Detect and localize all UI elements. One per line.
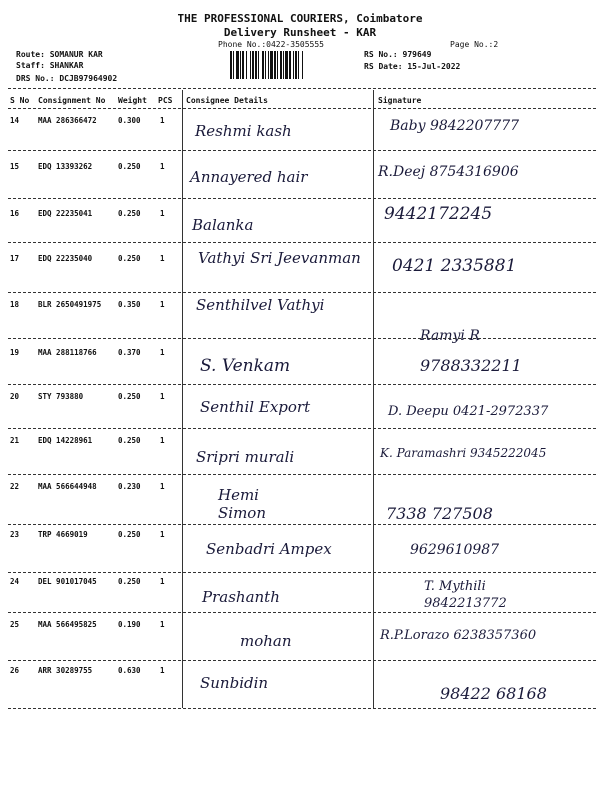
drs-number: DRS No.: DCJB97964902	[16, 74, 118, 83]
consignee-handwriting: Senbadri Ampex	[206, 540, 332, 558]
col-signature: Signature	[378, 96, 422, 105]
signature-handwriting: K. Paramashri 9345222045	[380, 446, 547, 460]
row-sno: 21	[10, 436, 20, 445]
consignee-handwriting: Hemi Simon	[218, 486, 266, 522]
row-pcs: 1	[160, 162, 165, 171]
row-sno: 25	[10, 620, 20, 629]
col-pcs: PCS	[158, 96, 173, 105]
row-pcs: 1	[160, 482, 165, 491]
row-consignment: MAA 288118766	[38, 348, 97, 357]
row-weight: 0.230	[118, 482, 141, 491]
divider	[8, 572, 596, 573]
document-subtitle: Delivery Runsheet - KAR	[223, 26, 377, 39]
consignee-handwriting: Annayered hair	[190, 168, 308, 186]
row-pcs: 1	[160, 530, 165, 539]
row-sno: 20	[10, 392, 20, 401]
divider	[8, 474, 596, 475]
rs-date: RS Date: 15-Jul-2022	[364, 62, 461, 71]
row-sno: 15	[10, 162, 20, 171]
divider	[8, 524, 596, 525]
signature-handwriting: 9442172245	[384, 204, 493, 224]
row-weight: 0.250	[118, 436, 141, 445]
row-pcs: 1	[160, 392, 165, 401]
row-weight: 0.250	[118, 209, 141, 218]
row-weight: 0.250	[118, 392, 141, 401]
row-pcs: 1	[160, 300, 165, 309]
row-pcs: 1	[160, 577, 165, 586]
row-consignment: TRP 4669019	[38, 530, 88, 539]
signature-handwriting: 9788332211	[420, 356, 522, 375]
divider	[8, 660, 596, 661]
divider	[8, 292, 596, 293]
row-consignment: EDQ 14228961	[38, 436, 93, 445]
signature-handwriting: T. Mythili 9842213772	[424, 579, 507, 611]
column-line	[373, 90, 374, 708]
col-consignee: Consignee Details	[186, 96, 268, 105]
consignee-handwriting: Sripri murali	[196, 448, 295, 466]
signature-handwriting: 0421 2335881	[392, 256, 517, 276]
row-weight: 0.300	[118, 116, 141, 125]
signature-handwriting: R.P.Lorazo 6238357360	[380, 628, 537, 643]
phone-number: Phone No.:0422-3505555	[218, 40, 324, 49]
signature-handwriting: 98422 68168	[440, 684, 547, 703]
divider	[8, 198, 596, 199]
consignee-handwriting: Prashanth	[202, 588, 280, 606]
row-consignment: EDQ 13393262	[38, 162, 93, 171]
row-sno: 22	[10, 482, 20, 491]
row-consignment: MAA 566495825	[38, 620, 97, 629]
row-sno: 17	[10, 254, 20, 263]
row-consignment: STY 793880	[38, 392, 84, 401]
signature-handwriting: Baby 9842207777	[390, 118, 520, 134]
divider	[8, 612, 596, 613]
signature-handwriting: Ramyi R	[420, 328, 480, 344]
divider	[8, 88, 596, 89]
row-pcs: 1	[160, 254, 165, 263]
staff-label: Staff: SHANKAR	[16, 61, 84, 70]
row-sno: 26	[10, 666, 20, 675]
row-weight: 0.250	[118, 254, 141, 263]
divider	[8, 242, 596, 243]
consignee-handwriting: S. Venkam	[200, 356, 291, 376]
signature-handwriting: R.Deej 8754316906	[378, 164, 519, 180]
row-sno: 16	[10, 209, 20, 218]
row-pcs: 1	[160, 209, 165, 218]
row-consignment: BLR 2650491975	[38, 300, 102, 309]
row-weight: 0.350	[118, 300, 141, 309]
consignee-handwriting: Balanka	[192, 216, 254, 234]
column-line	[182, 90, 183, 708]
consignee-handwriting: Vathyi Sri Jeevanman	[198, 249, 361, 267]
row-weight: 0.630	[118, 666, 141, 675]
row-sno: 19	[10, 348, 20, 357]
row-pcs: 1	[160, 116, 165, 125]
divider	[8, 708, 596, 709]
col-weight: Weight	[118, 96, 147, 105]
row-consignment: EDQ 22235040	[38, 254, 93, 263]
col-sno: S No	[10, 96, 30, 105]
row-consignment: MAA 566644948	[38, 482, 97, 491]
row-consignment: MAA 286366472	[38, 116, 97, 125]
page-number: Page No.:2	[450, 40, 499, 49]
row-pcs: 1	[160, 436, 165, 445]
consignee-handwriting: Sunbidin	[200, 674, 269, 692]
row-weight: 0.250	[118, 577, 141, 586]
row-sno: 23	[10, 530, 20, 539]
divider	[8, 428, 596, 429]
divider	[8, 108, 596, 109]
row-weight: 0.250	[118, 530, 141, 539]
signature-handwriting: 7338 727508	[386, 504, 493, 523]
row-sno: 14	[10, 116, 20, 125]
row-consignment: ARR 30289755	[38, 666, 93, 675]
col-consignment: Consignment No	[38, 96, 106, 105]
row-weight: 0.370	[118, 348, 141, 357]
route-label: Route: SOMANUR KAR	[16, 50, 103, 59]
row-weight: 0.250	[118, 162, 141, 171]
row-pcs: 1	[160, 348, 165, 357]
barcode	[230, 51, 354, 79]
signature-handwriting: 9629610987	[410, 542, 500, 558]
row-pcs: 1	[160, 620, 165, 629]
company-title: THE PROFESSIONAL COURIERS, Coimbatore	[177, 12, 423, 25]
row-sno: 24	[10, 577, 20, 586]
row-sno: 18	[10, 300, 20, 309]
consignee-handwriting: Senthilvel Vathyi	[196, 296, 325, 314]
row-consignment: EDQ 22235041	[38, 209, 93, 218]
divider	[8, 384, 596, 385]
divider	[8, 338, 596, 339]
row-pcs: 1	[160, 666, 165, 675]
divider	[8, 150, 596, 151]
signature-handwriting: D. Deepu 0421-2972337	[388, 404, 549, 419]
rs-number: RS No.: 979649	[364, 50, 432, 59]
row-weight: 0.190	[118, 620, 141, 629]
consignee-handwriting: mohan	[240, 632, 292, 650]
consignee-handwriting: Reshmi kash	[195, 122, 292, 140]
row-consignment: DEL 901017045	[38, 577, 97, 586]
consignee-handwriting: Senthil Export	[200, 398, 311, 416]
